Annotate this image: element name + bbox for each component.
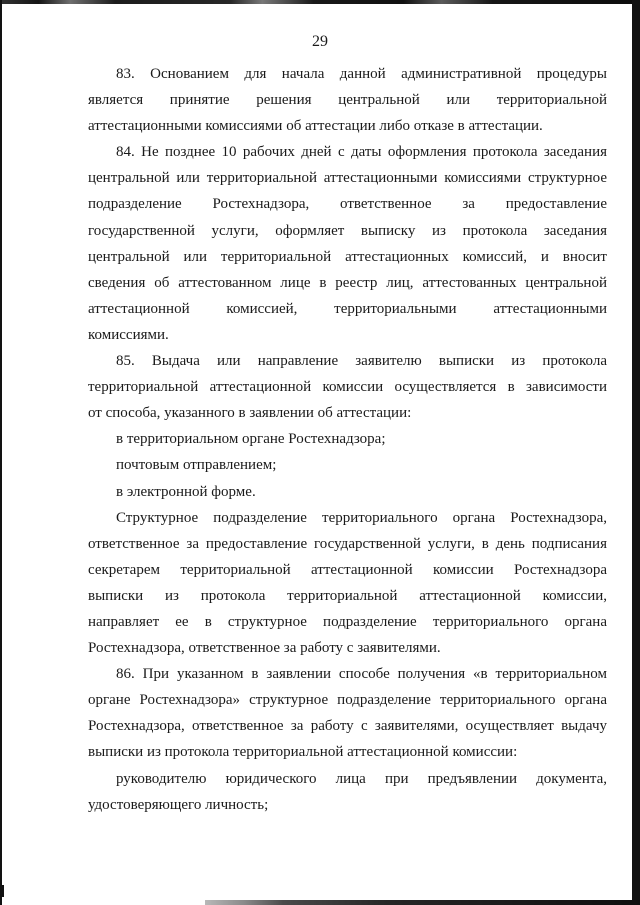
paragraph-86-line: Ростехнадзора, ответственное за работу с заявителями, осуществляет выдачу [88,718,607,735]
scan-edge-right [632,0,640,905]
paragraph-83-line: является принятие решения центральной или территориальной [88,92,607,109]
paragraph-84-line: комиссиями. [88,326,169,343]
paragraph-86-line: 86. При указанном в заявлении способе получения «в территориальном [116,666,607,683]
paragraph-structural-unit-line: направляет ее в структурное подразделение территориального органа [88,613,607,630]
page-number: 29 [312,33,328,50]
paragraph-structural-unit-line: выписки из протокола территориальной аттестационной комиссии, [88,587,607,604]
paragraph-84-line: государственной услуги, оформляет выписку из протокола заседания [88,222,607,239]
paragraph-85-line: территориальной аттестационной комиссии осуществляется в зависимости [88,379,607,396]
scan-edge-bottom-left-mark [0,885,4,897]
paragraph-83-line: аттестационными комиссиями об аттестации либо отказе в аттестации. [88,118,543,135]
list-item-territorial-organ-line: в территориальном органе Ростехнадзора; [116,431,386,448]
text-body [88,61,607,818]
paragraph-84-line: сведения об аттестованном лице в реестр лиц, аттестованных центральной [88,274,607,291]
paragraph-84-line: центральной или территориальной аттестационными комиссиями структурное [88,170,607,187]
paragraph-structural-unit-line: Структурное подразделение территориального органа Ростехнадзора, [116,509,607,526]
list-item-head-of-legal-entity-line: руководителю юридического лица при предъявлении документа, [116,770,607,787]
paragraph-83-line: 83. Основанием для начала данной административной процедуры [116,66,607,82]
scan-edge-top [0,0,640,4]
paragraph-84-line: аттестационной комиссией, территориальными аттестационными [88,300,607,317]
paragraph-86-line: выписки из протокола территориальной аттестационной комиссии: [88,744,518,761]
paragraph-85-line: 85. Выдача или направление заявителю выписки из протокола [116,353,607,370]
paragraph-84-line: центральной или территориальной аттестационных комиссий, и вносит [88,248,607,265]
list-item-electronic-line: в электронной форме. [116,483,256,500]
list-item-head-of-legal-entity-line: удостоверяющего личность; [88,796,269,813]
paragraph-84-line: подразделение Ростехнадзора, ответственное за предоставление [88,196,607,213]
paragraph-structural-unit-line: секретарем территориальной аттестационной комиссии Ростехнадзора [88,561,607,578]
list-item-postal-line: почтовым отправлением; [116,457,277,474]
paragraph-structural-unit-line: Ростехнадзора, ответственное за работу с заявителями. [88,640,441,657]
scan-edge-left [0,0,2,905]
paragraph-86-line: органе Ростехнадзора» структурное подразделение территориального органа [88,692,607,709]
scan-edge-bottom [205,900,640,905]
paragraph-84-line: 84. Не позднее 10 рабочих дней с даты оформления протокола заседания [116,144,607,161]
paragraph-85-line: от способа, указанного в заявлении об аттестации: [88,405,412,422]
paragraph-structural-unit-line: ответственное за предоставление государственной услуги, в день подписания [88,535,607,552]
